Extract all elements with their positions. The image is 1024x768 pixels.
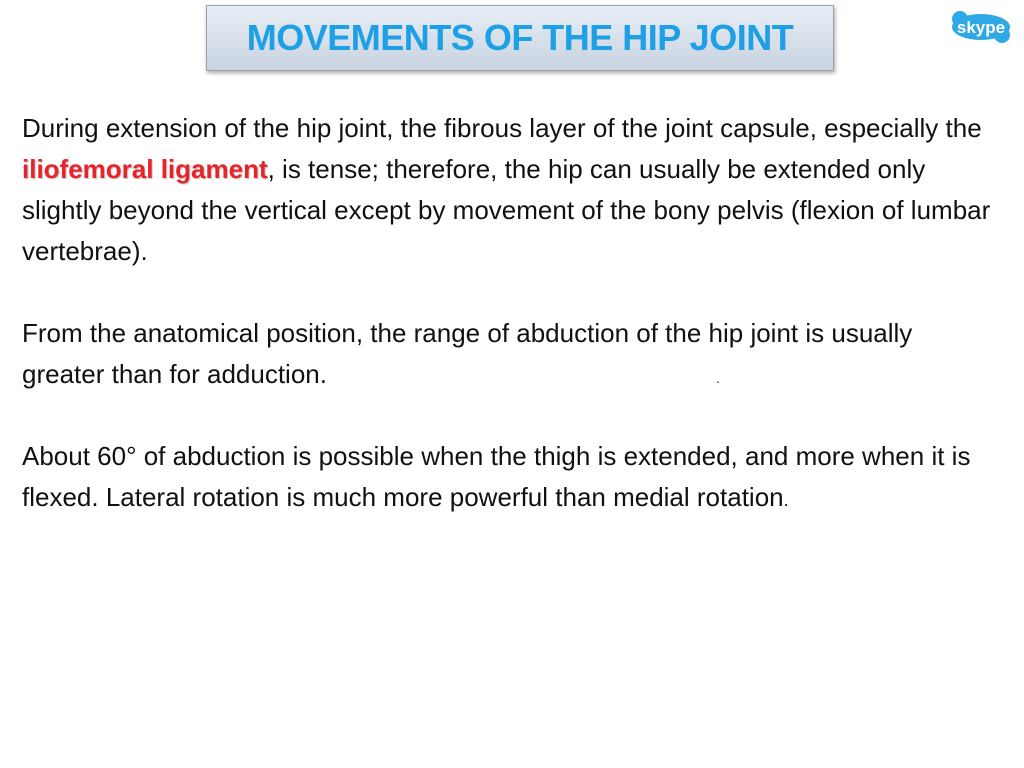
- p3-end-period: .: [783, 490, 789, 510]
- title-banner: [206, 5, 834, 71]
- p1-text-start: During extension of the hip joint, the fibrous layer of the joint capsule, especially the: [22, 113, 982, 143]
- paragraph-rotation: [22, 436, 992, 521]
- stray-dot: .: [716, 370, 720, 386]
- slide-body: [22, 108, 992, 562]
- paragraph-abduction-range: From the anatomical position, the range of abduction of the hip joint is usually greater than for adduction.: [22, 318, 913, 389]
- skype-logo-icon: [950, 10, 1012, 44]
- paragraph-extension: [22, 108, 992, 272]
- p3-text: About 60° of abduction is possible when the thigh is extended, and more when it is flexed. Lateral rotation is much more powerful than medial rotation: [22, 441, 971, 512]
- skype-logo-text: skype: [956, 18, 1006, 37]
- slide-title: MOVEMENTS OF THE HIP JOINT: [246, 17, 794, 58]
- iliofemoral-ligament-highlight: iliofemoral ligament: [22, 154, 268, 184]
- p1-text-end: , is tense; therefore, the hip can usually be extended only slightly beyond the vertical except by movement of the bony pelvis (flexion of lumbar vertebrae).: [22, 154, 991, 266]
